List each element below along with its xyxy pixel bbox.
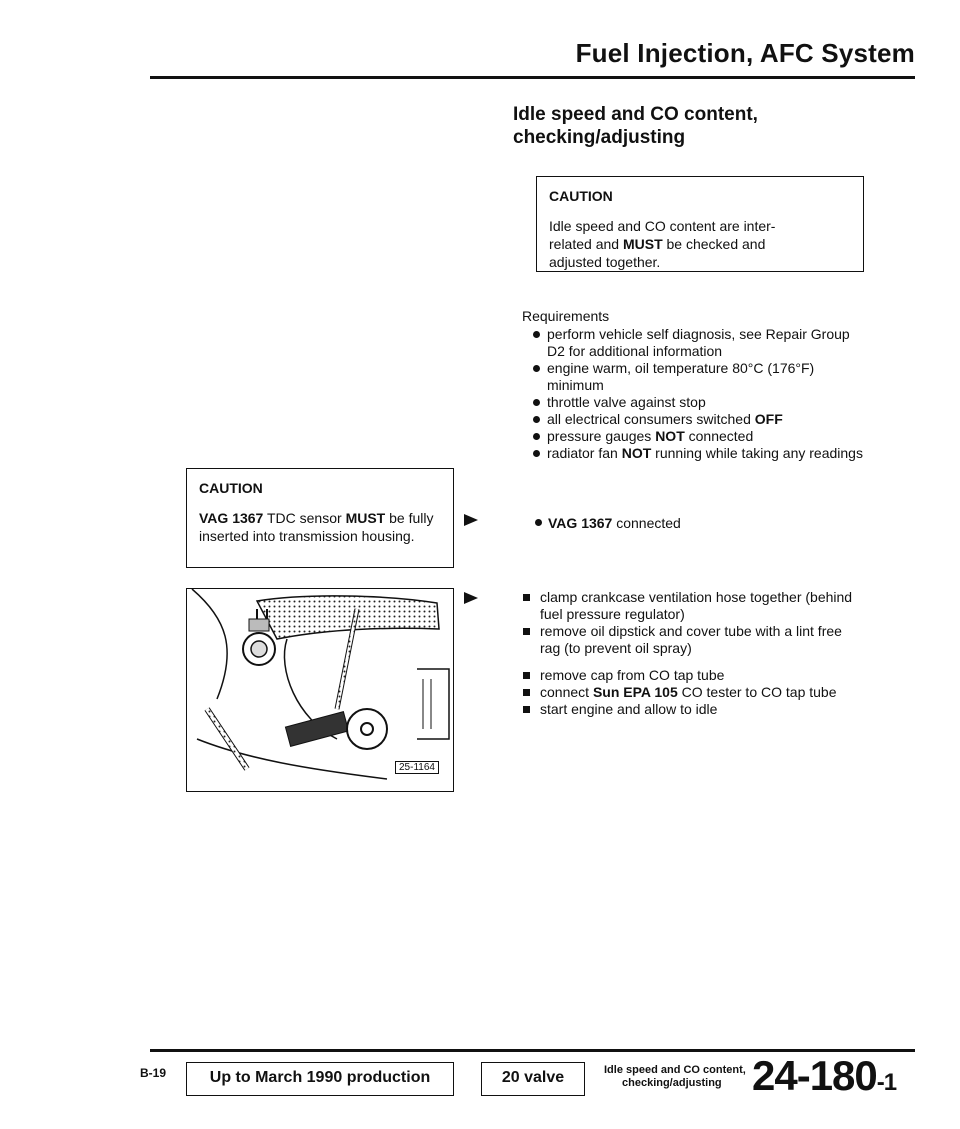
vag-connected-item: [528, 515, 681, 531]
caution-text-line2-post: be checked and: [662, 236, 766, 252]
requirement-item: [527, 326, 867, 360]
caution-heading: CAUTION: [549, 188, 613, 204]
page-number-sub: -1: [876, 1069, 897, 1096]
caution-left-heading: CAUTION: [199, 480, 263, 496]
item-bold: NOT: [621, 445, 652, 461]
footer-description: [604, 1064, 746, 1090]
item-text-post: running while taking any readings: [651, 445, 863, 461]
step-item: [521, 589, 866, 623]
footer-desc-line1: Idle speed and CO content,: [604, 1064, 746, 1076]
engine-drawing: [187, 589, 452, 790]
caution-text-line1: Idle speed and CO content are inter-: [549, 218, 776, 234]
vag-text: connected: [612, 515, 681, 531]
header-divider: [150, 76, 915, 79]
pointer-arrow-icon: [464, 592, 478, 604]
engine-variant-label: 20 valve: [501, 1069, 565, 1086]
item-text: remove cap from CO tap tube: [540, 667, 725, 683]
section-title: [513, 103, 758, 149]
item-bold: OFF: [754, 411, 783, 427]
item-text: connect: [540, 684, 593, 700]
caution-left-text1: TDC sensor: [263, 510, 346, 526]
step-item: [521, 667, 866, 684]
step-item: [521, 701, 866, 718]
step-item: [521, 623, 866, 657]
requirements-block: [522, 308, 867, 462]
page-header-title: Fuel Injection, AFC System: [575, 38, 915, 68]
item-text: perform vehicle self diagnosis, see Repair Group D2 for additional information: [547, 326, 850, 359]
caution-text: [549, 217, 851, 271]
figure-reference: 25-1164: [395, 761, 439, 774]
caution-box-left: [186, 468, 454, 568]
footer-code: B-19: [140, 1066, 167, 1080]
caution-text-line3: adjusted together.: [549, 254, 661, 270]
item-text: remove oil dipstick and cover tube with a lint free rag (to prevent oil spray): [540, 623, 842, 656]
steps-list: [521, 589, 866, 718]
item-text-post: CO tester to CO tap tube: [677, 684, 837, 700]
caution-text-line2-pre: related and: [549, 236, 623, 252]
item-bold: NOT: [655, 428, 685, 444]
item-text: clamp crankcase ventilation hose together (behind fuel pressure regulator): [540, 589, 853, 622]
item-text: throttle valve against stop: [547, 394, 706, 410]
caution-box-top: [536, 176, 864, 272]
production-range-box: Up to March 1990 production: [186, 1062, 454, 1096]
item-text-post: connected: [684, 428, 754, 444]
item-bold: Sun EPA 105: [592, 684, 678, 700]
requirements-title: Requirements: [522, 308, 610, 324]
vag-label: VAG 1367: [548, 515, 613, 531]
caution-left-text: [199, 509, 441, 545]
caution-left-bold2: MUST: [345, 510, 386, 526]
requirement-item: [527, 394, 867, 411]
item-text: engine warm, oil temperature 80°C (176°F) minimum: [547, 360, 815, 393]
pointer-arrow-icon: [464, 514, 478, 526]
item-text: pressure gauges: [547, 428, 656, 444]
page-number-main: 24-180: [752, 1052, 877, 1099]
requirement-item: [527, 411, 867, 428]
item-text: all electrical consumers switched: [547, 411, 755, 427]
caution-text-line2-bold: MUST: [622, 236, 663, 252]
caution-left-text2: be fully inserted into transmission housing.: [199, 510, 434, 544]
engine-variant-box: [481, 1062, 585, 1096]
step-item: [521, 684, 866, 701]
requirement-item: [527, 428, 867, 445]
section-title-line2: checking/adjusting: [513, 127, 686, 148]
requirement-item: [527, 445, 867, 462]
section-title-line1: Idle speed and CO content,: [513, 104, 758, 125]
item-text: start engine and allow to idle: [540, 701, 718, 717]
requirement-item: [527, 360, 867, 394]
footer-desc-line2: checking/adjusting: [622, 1077, 722, 1089]
engine-illustration: [186, 588, 454, 792]
item-text: radiator fan: [547, 445, 622, 461]
page-number: [752, 1052, 896, 1100]
caution-left-bold1: VAG 1367: [199, 510, 264, 526]
procedure-steps: [521, 589, 866, 718]
requirements-list: [522, 326, 867, 462]
